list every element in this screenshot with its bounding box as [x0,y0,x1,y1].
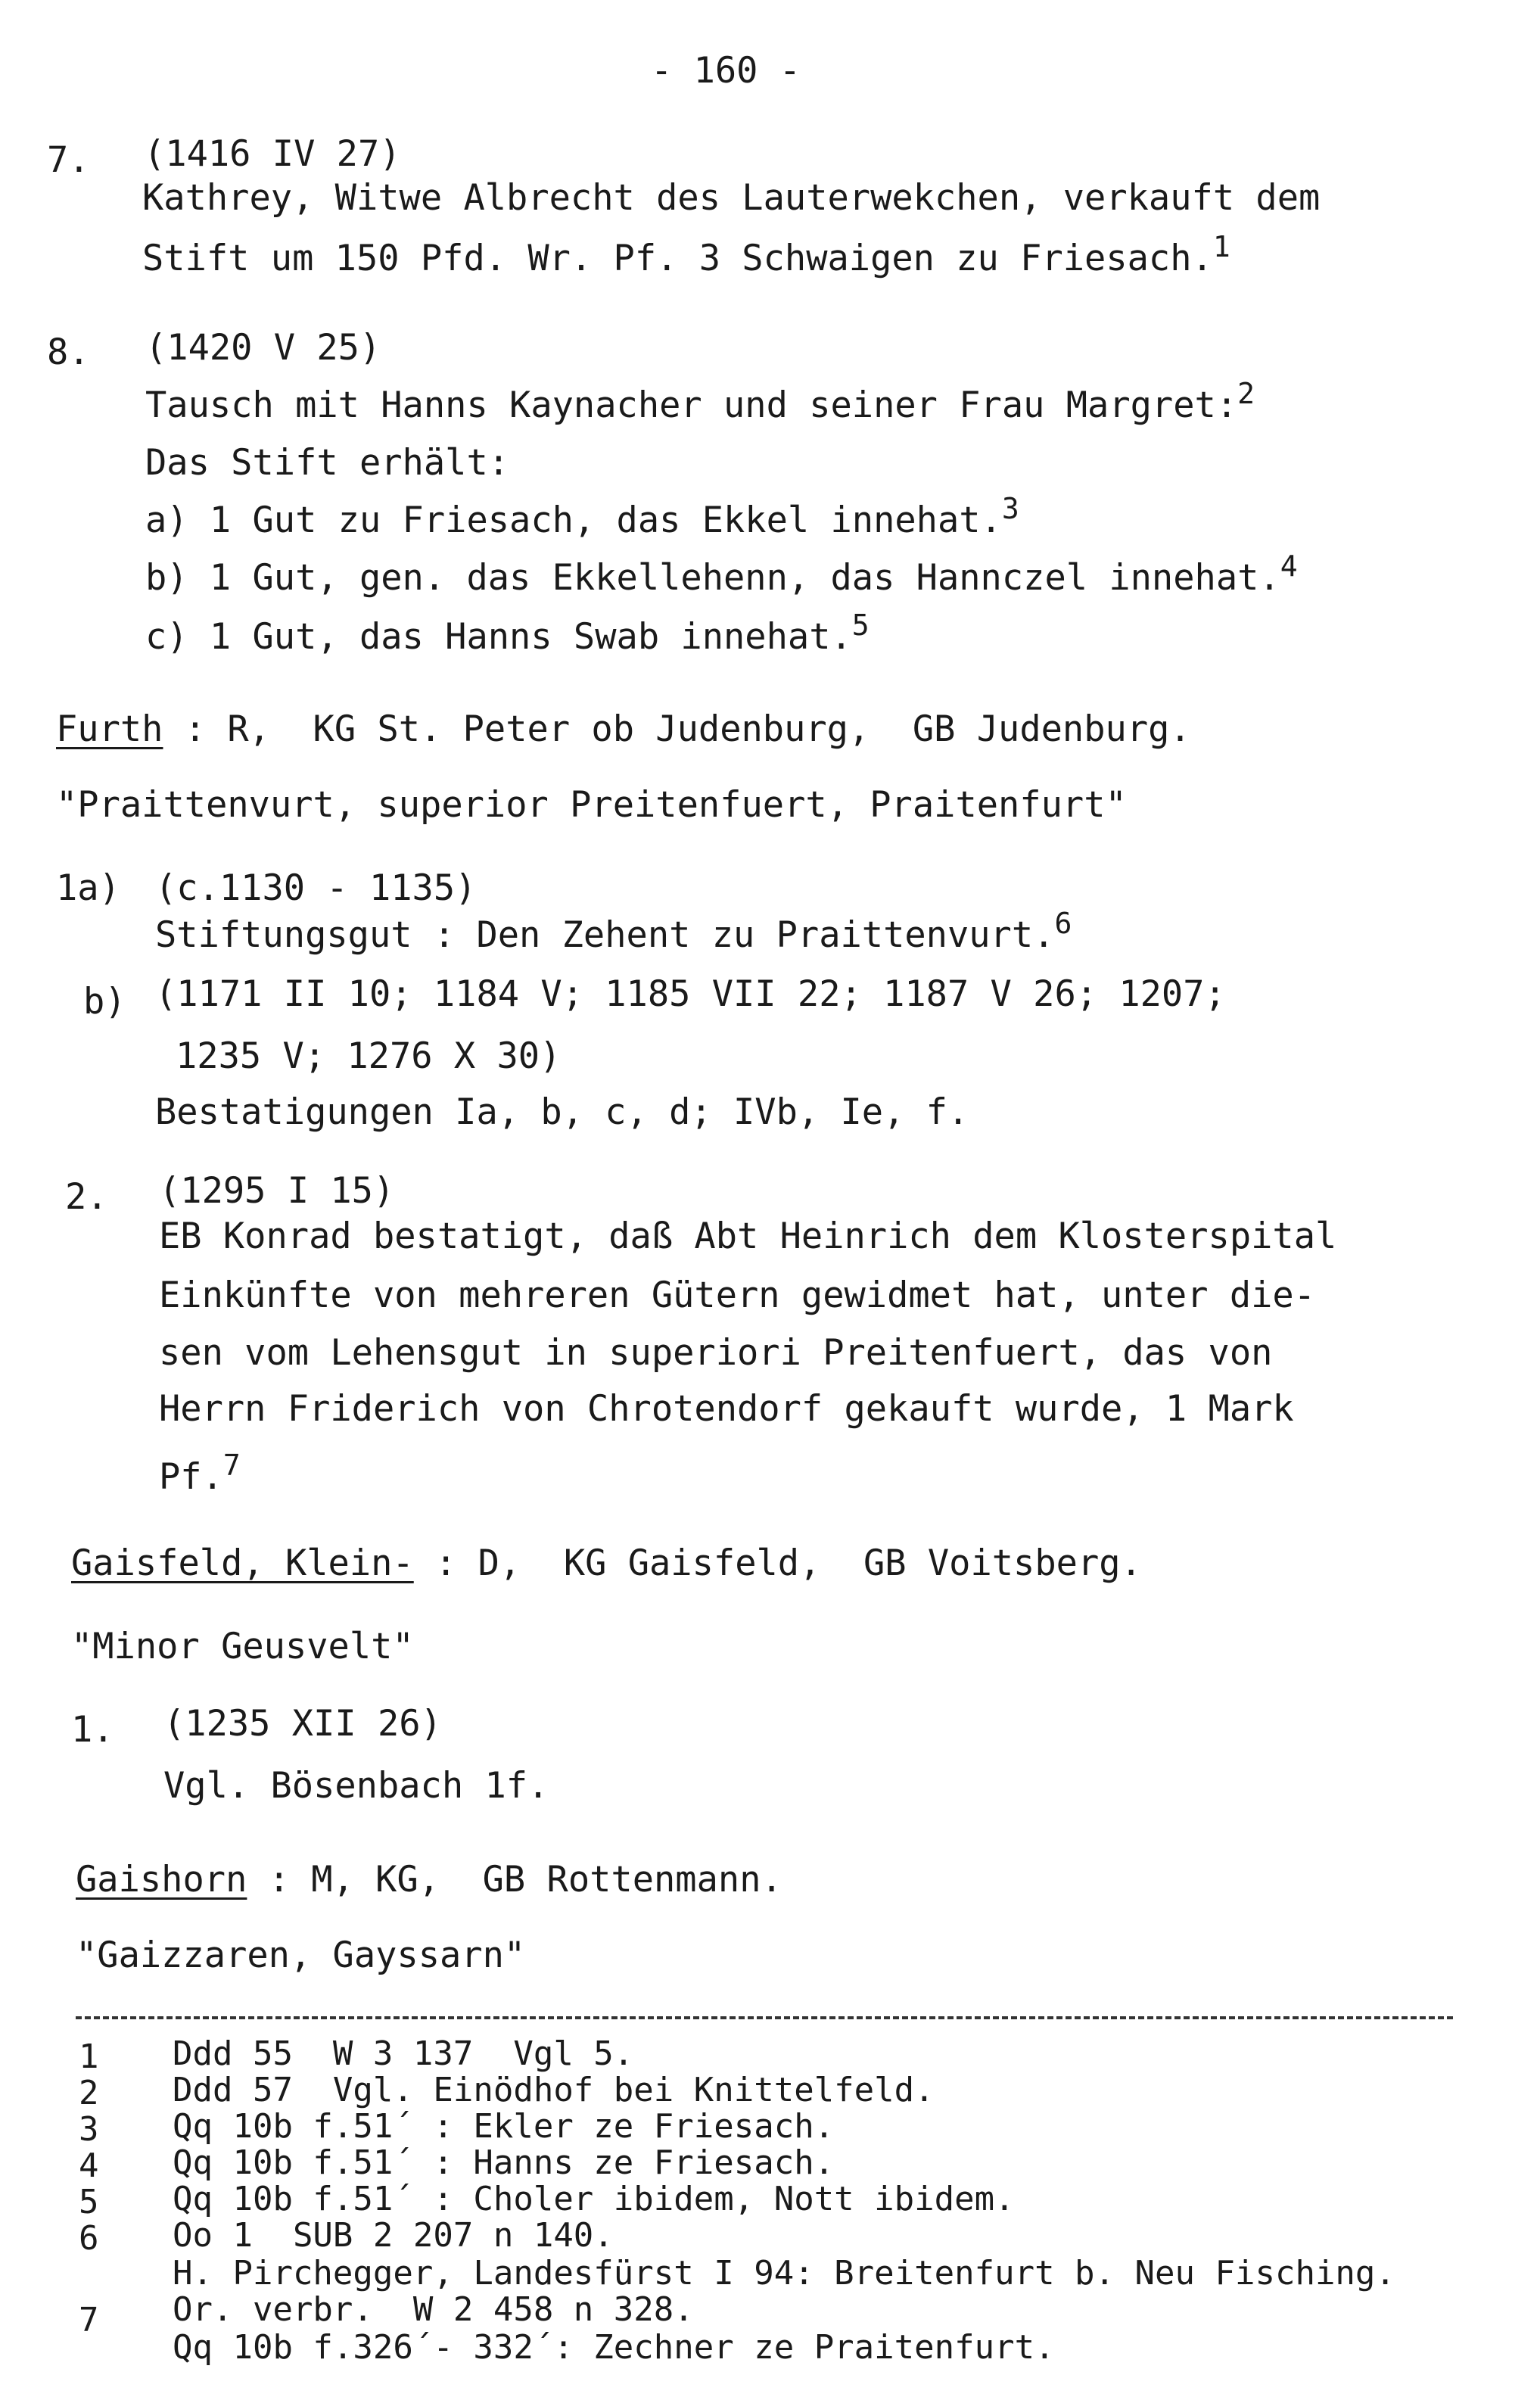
footnote-ref: 1 [1212,230,1230,263]
entry-date: 1235 V; 1276 X 30) [176,1035,562,1077]
footnote-number: 3 [79,2110,99,2149]
entry-text: Stiftungsgut : Den Zehent zu Praittenvurt.$^6$ [155,907,1072,956]
footnote-rule [76,2016,1453,2019]
place-heading: Gaishorn : M, KG, GB Rottenmann. [76,1859,782,1900]
entry-text: Das Stift erhält: [145,442,510,484]
entry-date: (1235 XII 26) [163,1703,442,1745]
footnote-text: Qq 10b f.51´ : Ekler ze Friesach. [173,2107,835,2146]
entry-text: Pf.$^7$ [159,1449,241,1498]
footnote-number: 4 [79,2146,99,2185]
entry-number: 7. [47,139,90,181]
footnote-ref: 2 [1237,377,1255,410]
entry-text: Einkünfte von mehreren Gütern gewidmet hat, unter die- [159,1275,1316,1316]
entry-text: EB Konrad bestatigt, daß Abt Heinrich dem Klosterspital [159,1216,1337,1257]
footnote-ref: 5 [851,609,870,642]
page-number: - 160 - [651,50,801,92]
footnote-text: Qq 10b f.51´ : Hanns ze Friesach. [173,2143,835,2182]
entry-text: Bestatigungen Ia, b, c, d; IVb, Ie, f. [155,1091,969,1133]
footnote-text: Qq 10b f.326´- 332´: Zechner ze Praitenfurt. [173,2328,1055,2367]
entry-item: c) 1 Gut, das Hanns Swab innehat.$^5$ [145,609,870,658]
footnote-text: Qq 10b f.51´ : Choler ibidem, Nott ibidem. [173,2180,1015,2218]
footnote-number: 5 [79,2183,99,2221]
entry-text: Tausch mit Hanns Kaynacher und seiner Frau Margret:$^2$ [145,377,1255,426]
entry-date: (1416 IV 27) [144,133,401,175]
entry-text: Kathrey, Witwe Albrecht des Lauterwekchen, verkauft dem [142,177,1321,219]
footnote-number: 1 [79,2037,99,2076]
entry-item: b) 1 Gut, gen. das Ekkellehenn, das Hannczel innehat.$^4$ [145,549,1298,599]
place-variants: "Gaizzaren, Gayssarn" [76,1935,526,1976]
place-name: Gaishorn [76,1859,247,1900]
entry-text: Stift um 150 Pfd. Wr. Pf. 3 Schwaigen zu Friesach.$^1$ [142,230,1230,279]
footnote-text: Oo 1 SUB 2 207 n 140. [173,2216,614,2255]
entry-date: (1420 V 25) [145,327,381,369]
entry-text: Vgl. Bösenbach 1f. [163,1765,549,1807]
entry-text: Herrn Friderich von Chrotendorf gekauft wurde, 1 Mark [159,1388,1294,1430]
footnote-text: Ddd 57 Vgl. Einödhof bei Knittelfeld. [173,2071,935,2109]
footnote-ref: 4 [1280,549,1298,583]
place-name: Furth [56,708,163,750]
entry-number: b) [83,981,126,1023]
footnote-text: Ddd 55 W 3 137 Vgl 5. [173,2034,634,2073]
footnote-ref: 7 [222,1449,241,1482]
entry-date: (1171 II 10; 1184 V; 1185 VII 22; 1187 V 26; 1207; [155,973,1226,1015]
entry-date: (1295 I 15) [159,1170,395,1212]
place-heading: Furth : R, KG St. Peter ob Judenburg, GB Judenburg. [56,708,1191,750]
place-heading: Gaisfeld, Klein- : D, KG Gaisfeld, GB Voitsberg. [71,1542,1142,1584]
footnote-number: 7 [79,2301,99,2339]
entry-number: 8. [47,332,90,373]
place-variants: "Praittenvurt, superior Preitenfuert, Praitenfurt" [56,784,1127,826]
entry-date: (c.1130 - 1135) [155,867,477,909]
entry-number: 1a) [56,867,120,909]
footnote-number: 6 [79,2219,99,2258]
entry-item: a) 1 Gut zu Friesach, das Ekkel innehat.$^3$ [145,492,1019,541]
footnote-number: 2 [79,2074,99,2112]
place-variants: "Minor Geusvelt" [71,1626,414,1667]
place-name: Gaisfeld, Klein- [71,1542,414,1584]
footnote-text: H. Pirchegger, Landesfürst I 94: Breitenfurt b. Neu Fisching. [173,2254,1395,2293]
entry-number: 2. [65,1176,108,1218]
entry-text: sen vom Lehensgut in superiori Preitenfuert, das von [159,1332,1273,1374]
footnote-ref: 3 [1001,492,1019,525]
entry-number: 1. [71,1709,114,1751]
footnote-text: Or. verbr. W 2 458 n 328. [173,2290,694,2329]
footnote-ref: 6 [1054,907,1072,940]
